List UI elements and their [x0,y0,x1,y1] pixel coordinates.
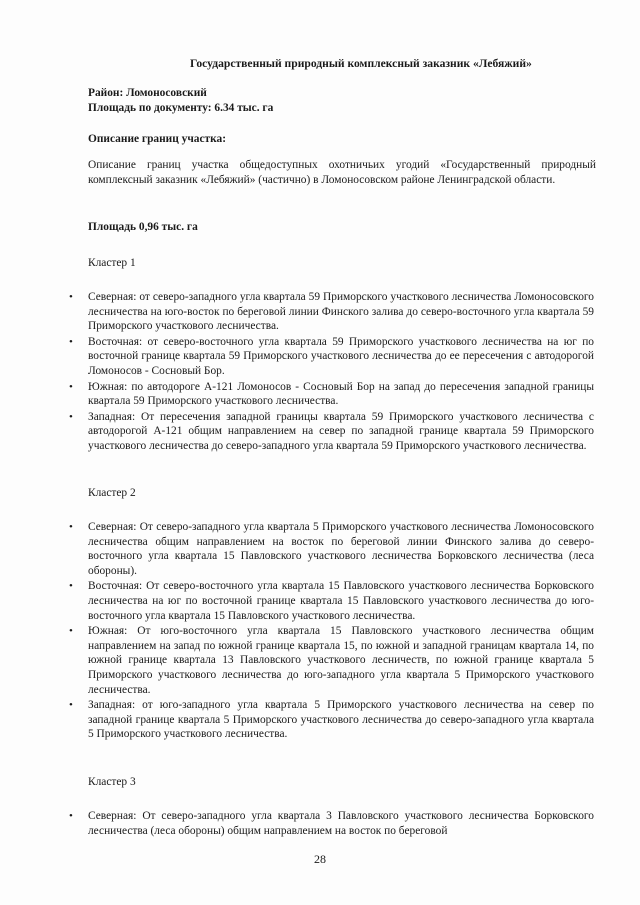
list-item: • Западная: От пересечения западной границы квартала 59 Приморского участкового лесничества с автодорогой А-121 общим направлением на север по западной границе квартала 59 Приморского участкового лесничества до северо-западного угла квартала 59 Приморского участкового лесничества. [69,410,594,452]
list-item: • Южная: От юго-восточного угла квартала 15 Павловского участкового лесничества общим направлением на запад по южной границе квартала 15, по южной и западной границам квартала 14, по южной границе квартала 13 Павловского участкового лесничеств, по южной границе квартала 5 Приморского участкового лесничества до юго-западного угла квартала 5 Приморского участкового лесничества. [69,625,594,696]
page-number: 28 [314,852,326,866]
cluster-3-label: Кластер 3 [88,776,136,788]
document-title: Государственный природный комплексный заказник «Лебяжий» [190,57,532,70]
cluster-2-label: Кластер 2 [88,487,136,499]
list-item: • Северная: От северо-западного угла квартала 5 Приморского участкового лесничества Ломоносовского лесничества общим направлением на восток по береговой линии Финского залива до северо-восточного угла квартала 15 Павловского участкового лесничества Борковского лесничества (леса обороны). [69,521,594,577]
boundaries-heading: Описание границ участка: [88,133,226,145]
area-heading: Площадь 0,96 тыс. га [88,221,198,233]
bullet-icon: • [69,521,73,533]
bullet-icon: • [69,580,73,593]
district: Район: Ломоносовский [88,87,207,99]
list-item: • Южная: по автодороге А-121 Ломоносов - Сосновый Бор на запад до пересечения западной границы квартала 59 Приморского участкового лесничества. [69,380,594,408]
bullet-icon: • [69,810,73,822]
list-item: • Западная: от юго-западного угла квартала 5 Приморского участкового лесничества на север по западной границе квартала 5 Приморского участкового лесничества до северо-западного угла квартала 5 Приморского участкового лесничества. [69,699,594,741]
document-area: Площадь по документу: 6.34 тыс. га [88,101,274,114]
bullet-icon: • [69,335,73,348]
bullet-icon: • [69,625,73,638]
bullet-icon: • [69,380,73,393]
bullet-icon: • [69,699,73,712]
cluster-1-list [69,290,594,455]
bullet-icon: • [69,291,73,303]
meta-block [88,86,273,115]
list-item: • Северная: От северо-западного угла квартала 3 Павловского участкового лесничества Борковского лесничества (леса обороны) общим направлением на восток по береговой [69,810,594,837]
cluster-3-list [69,809,594,839]
bullet-icon: • [69,410,73,423]
list-item: • Северная: от северо-западного угла квартала 59 Приморского участкового лесничества Ломоносовского лесничества на юго-восток по береговой линии Финского залива до северо-восточного угла квартала 59 Приморского участкового лесничества. [69,291,594,333]
cluster-1-label: Кластер 1 [88,257,136,269]
intro-paragraph: Описание границ участка общедоступных охотничьих угодий «Государственный природный комплексный заказник «Лебяжий» (частично) в Ломоносовском районе Ленинградской области. [88,159,596,186]
list-item: • Восточная: От северо-восточного угла квартала 15 Павловского участкового лесничества Борковского лесничества на юг по восточной границе квартала 15 Павловского участкового лесничества до юго-восточного угла квартала 15 Павловского участкового лесничества. [69,580,594,622]
list-item: • Восточная: от северо-восточного угла квартала 59 Приморского участкового лесничества на юг по восточной границе квартала 59 Приморского участкового лесничества до ее пересечения с автодорогой Ломоносов - Сосновый Бор. [69,335,594,377]
cluster-2-list [69,520,594,743]
